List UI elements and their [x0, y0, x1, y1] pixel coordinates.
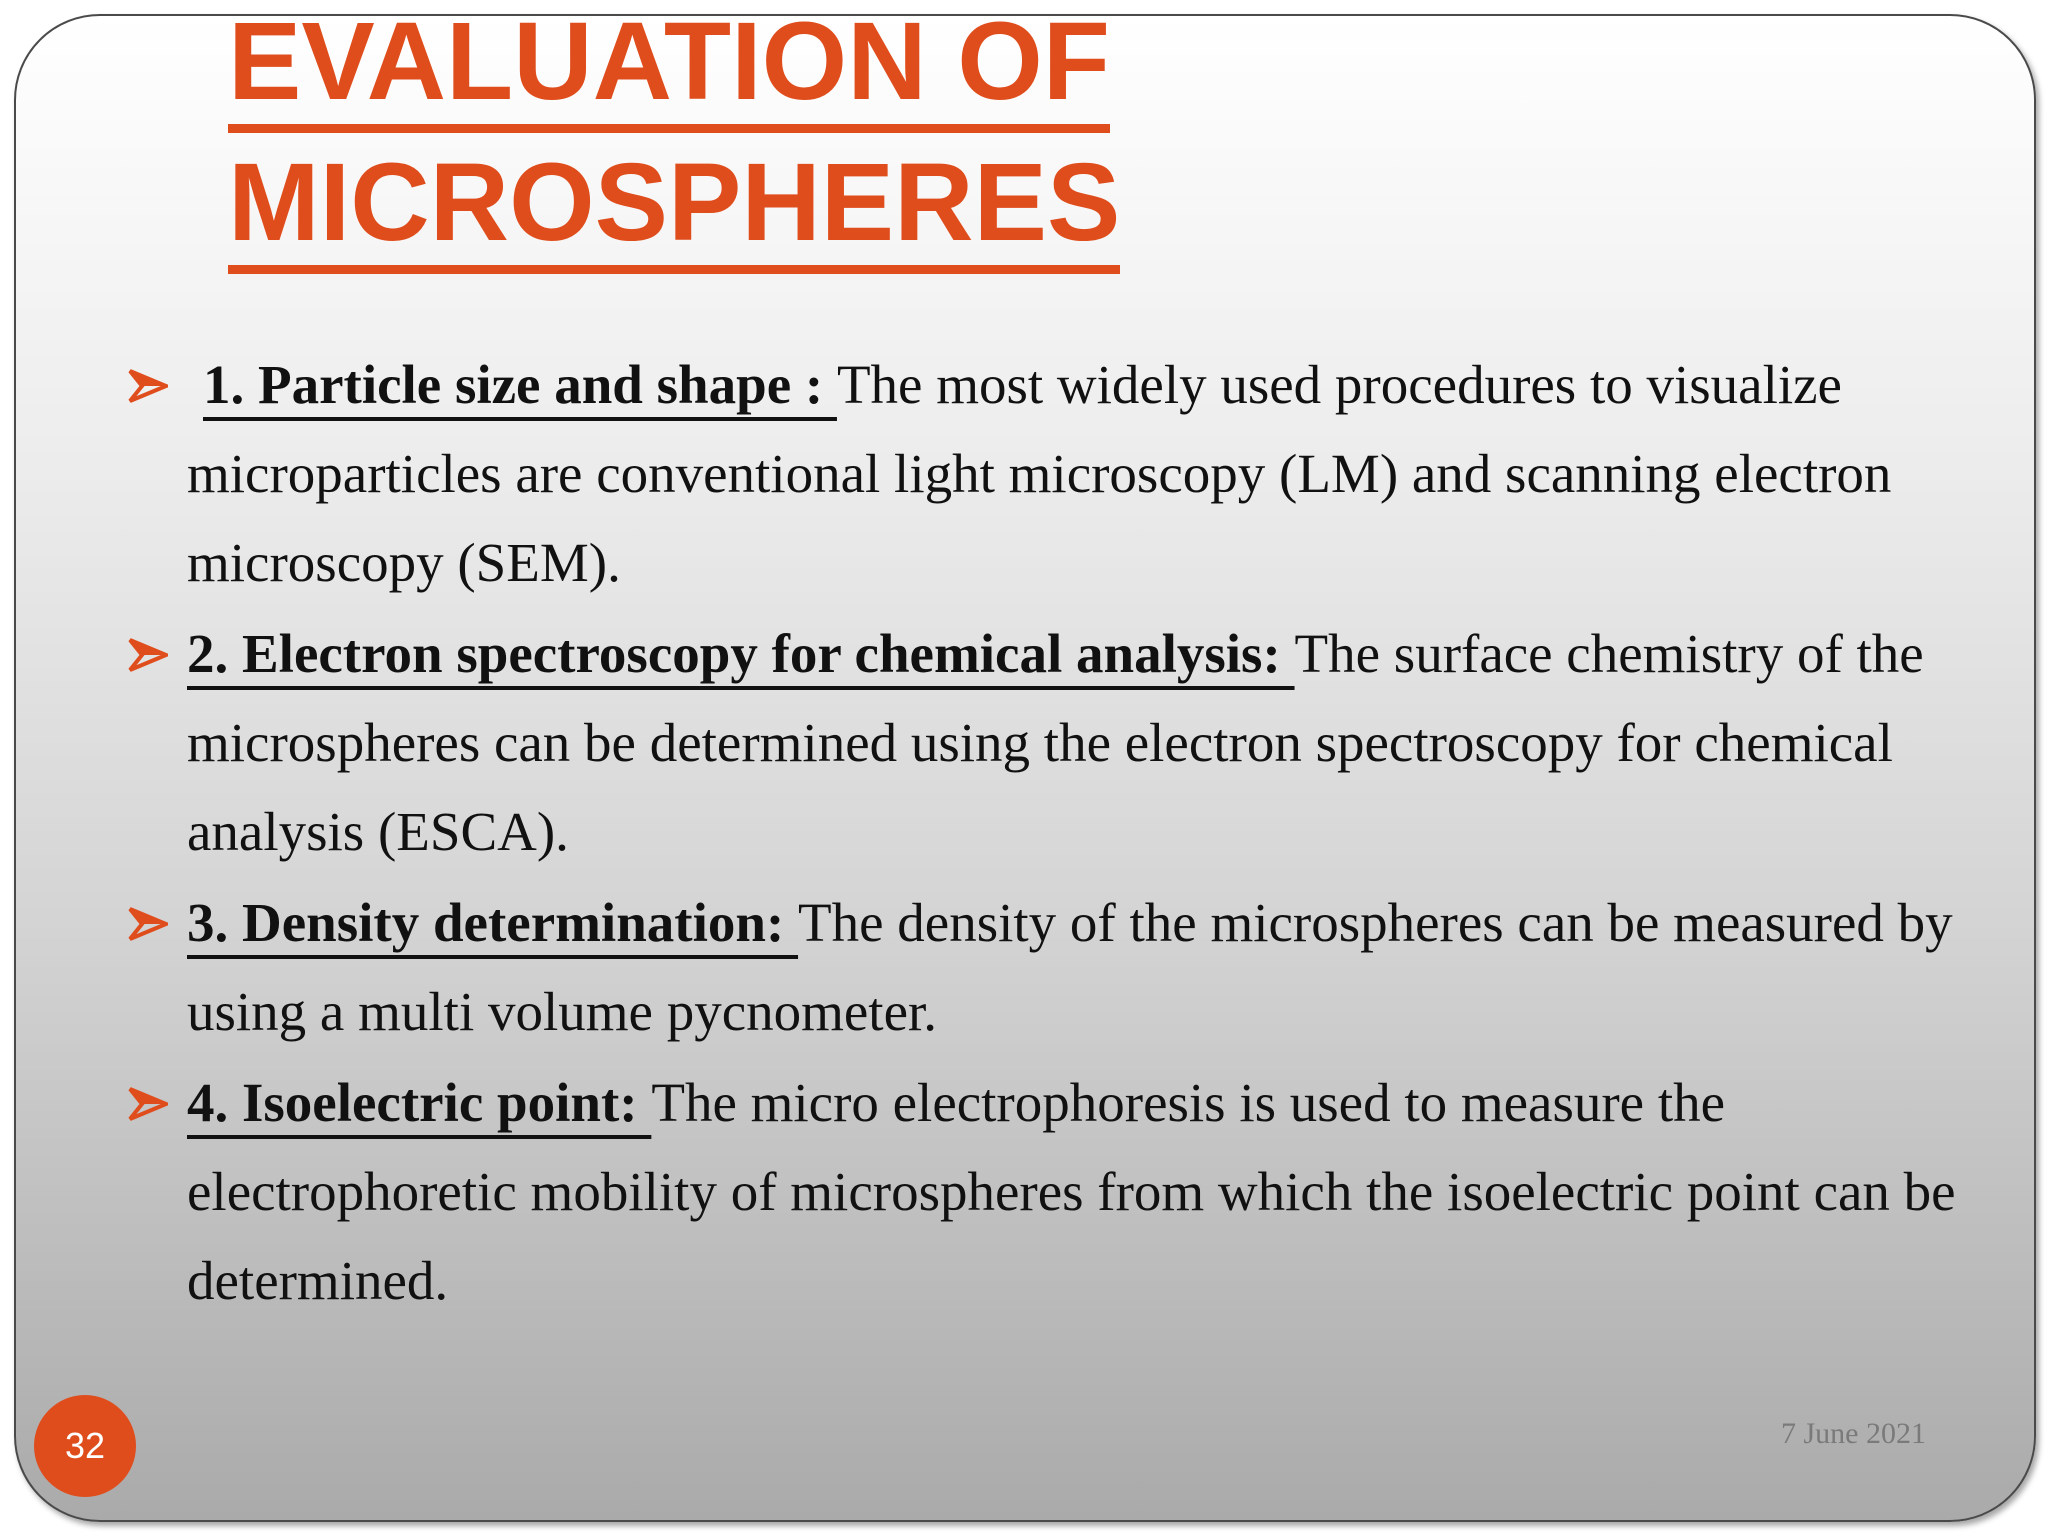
list-item — [128, 1058, 1958, 1325]
slide-date: 7 June 2021 — [1781, 1417, 1926, 1450]
list-item — [128, 609, 1958, 876]
item-heading: 2. Electron spectroscopy for chemical analysis: — [187, 623, 1295, 684]
bullet-list — [128, 340, 1958, 1327]
item-text: The density of the microspheres can be measured by using a multi volume pycnometer. — [187, 892, 1953, 1042]
arrow-bullet-icon — [128, 904, 168, 944]
item-text: The surface chemistry of the microspheres can be determined using the electron spectroscopy for chemical analysis (ESCA). — [187, 623, 1924, 862]
item-heading: 3. Density determination: — [187, 892, 799, 953]
title-line-2: MICROSPHERES — [228, 141, 1120, 274]
list-item — [128, 340, 1958, 607]
title-line-1: EVALUATION OF — [228, 14, 1110, 133]
item-heading: 1. Particle size and shape : — [203, 354, 837, 415]
arrow-bullet-icon — [128, 1084, 168, 1124]
item-text: The micro electrophoresis is used to measure the electrophoretic mobility of microspheres from which the isoelectric point can be determined. — [187, 1072, 1956, 1311]
slide — [14, 14, 2036, 1522]
list-item — [128, 878, 1958, 1056]
item-text: The most widely used procedures to visualize microparticles are conventional light microscopy (LM) and scanning electron microscopy (SEM). — [187, 354, 1892, 593]
arrow-bullet-icon — [128, 635, 168, 675]
item-heading: 4. Isoelectric point: — [187, 1072, 652, 1133]
arrow-bullet-icon — [128, 366, 168, 406]
slide-title — [228, 14, 1120, 282]
page-number-badge: 32 — [34, 1395, 136, 1497]
